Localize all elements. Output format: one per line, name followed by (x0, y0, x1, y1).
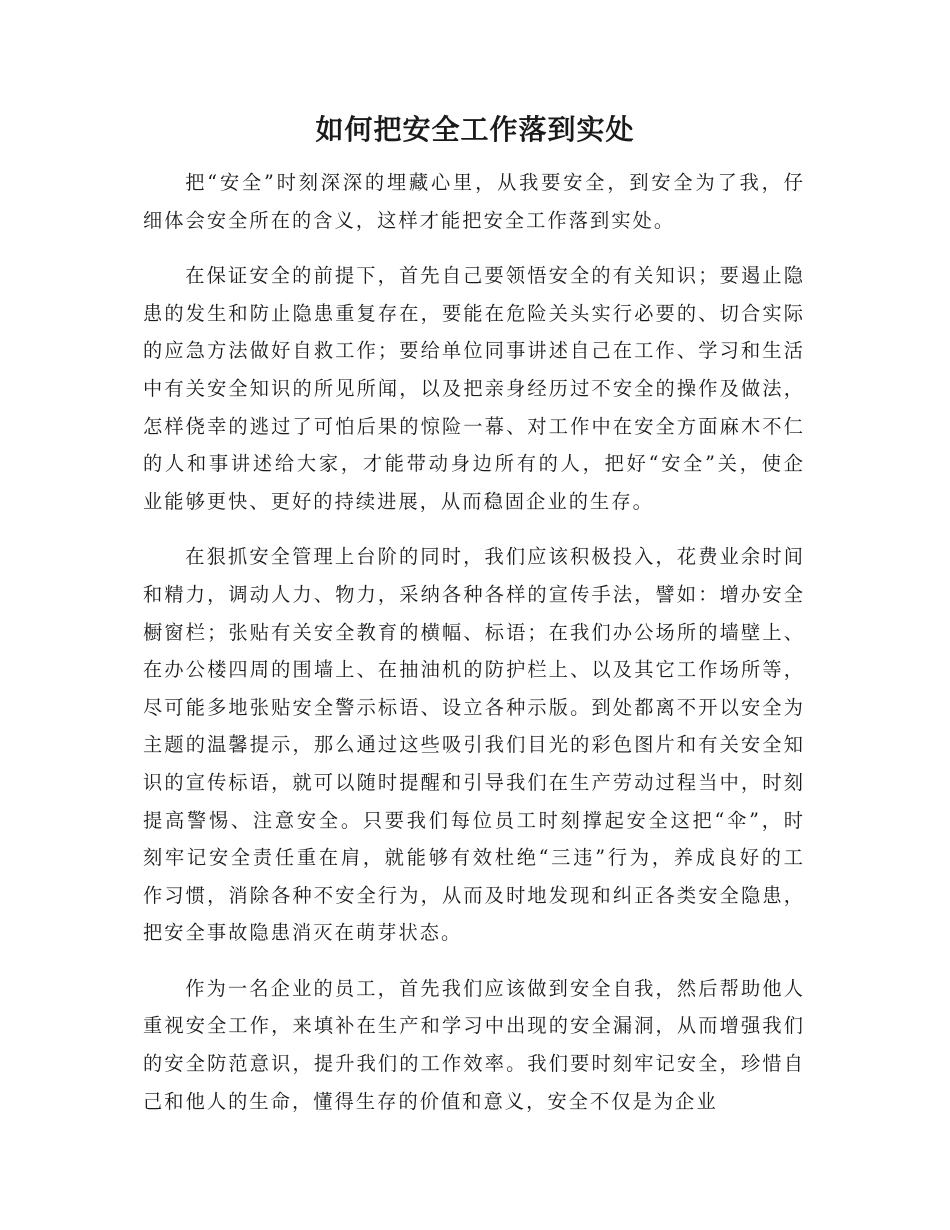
document-title: 如何把安全工作落到实处 (315, 113, 635, 146)
paragraph-3: 在狠抓安全管理上台阶的同时，我们应该积极投入，花费业余时间和精力，调动人力、物力，采纳各种各样的宣传手法，譬如：增办安全橱窗栏；张贴有关安全教育的横幅、标语；在我们办公场所的墙壁上、在办公楼四周的围墙上、在抽油机的防护栏上、以及其它工作场所等，尽可能多地张贴安全警示标语、设立各种示版。到处都离不开以安全为主题的温馨提示，那么通过这些吸引我们目光的彩色图片和有关安全知识的宣传标语，就可以随时提醒和引导我们在生产劳动过程当中，时刻提高警惕、注意安全。只要我们每位员工时刻撑起安全这把“伞”，时刻牢记安全责任重在肩，就能够有效杜绝“三违”行为，养成良好的工作习惯，消除各种不安全行为，从而及时地发现和纠正各类安全隐患，把安全事故隐患消灭在萌芽状态。 (143, 545, 805, 945)
document-body (143, 164, 805, 1138)
paragraph-2: 在保证安全的前提下，首先自己要领悟安全的有关知识；要遏止隐患的发生和防止隐患重复存在，要能在危险关头实行必要的、切合实际的应急方法做好自救工作；要给单位同事讲述自己在工作、学习和生活中有关安全知识的所见所闻，以及把亲身经历过不安全的操作及做法，怎样侥幸的逃过了可怕后果的惊险一幕、对工作中在安全方面麻木不仁的人和事讲述给大家，才能带动身边所有的人，把好“安全”关，使企业能够更快、更好的持续进展，从而稳固企业的生存。 (143, 264, 805, 513)
paragraph-4: 作为一名企业的员工，首先我们应该做到安全自我，然后帮助他人重视安全工作，来填补在生产和学习中出现的安全漏洞，从而增强我们的安全防范意识，提升我们的工作效率。我们要时刻牢记安全，珍惜自己和他人的生命，懂得生存的价值和意义，安全不仅是为企业 (143, 976, 805, 1113)
paragraph-1: 把“安全”时刻深深的埋藏心里，从我要安全，到安全为了我，仔细体会安全所在的含义，这样才能把安全工作落到实处。 (143, 171, 805, 232)
